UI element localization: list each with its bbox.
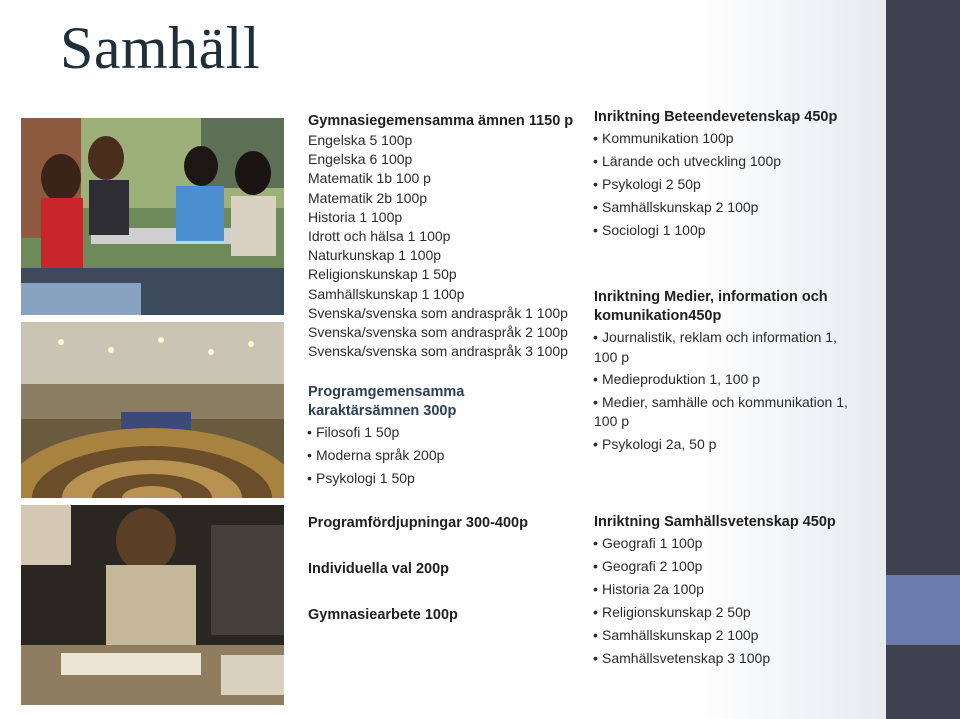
list-item: • Religionskunskap 2 50p [594, 601, 874, 624]
program-subjects-heading: Programgemensamma [308, 384, 465, 401]
list-item: Naturkunskap 1 100p [308, 247, 442, 264]
diploma-project-block: Gymnasiearbete 100p [308, 607, 458, 623]
list-item: • Journalistik, reklam och information 1, 100 p [594, 328, 874, 367]
list-item: Engelska 5 100p [308, 132, 413, 148]
list-item: Svenska/svenska som andraspråk 1 100p [308, 304, 568, 321]
list-item: • Geografi 1 100p [594, 532, 874, 555]
common-subjects-column [308, 112, 580, 490]
elective-block: Individuella val 200p [308, 561, 450, 577]
list-item: • Samhällskunskap 2 100p [594, 196, 874, 219]
list-item: Idrott och hälsa 1 100p [308, 228, 451, 245]
parliament-photo [21, 322, 284, 498]
media-heading: Inriktning Medier, information och [594, 289, 828, 305]
slide-title: Samhäll [60, 15, 261, 81]
list-item: Matematik 2b 100p [308, 189, 428, 206]
list-item: Religionskunskap 1 50p [308, 266, 457, 283]
list-item: • Medier, samhälle och kommunikation 1, 100 p [594, 393, 874, 432]
list-item: • Samhällsvetenskap 3 100p [594, 647, 874, 670]
list-item: • Psykologi 2 50p [594, 173, 874, 196]
list-item: Historia 1 100p [308, 208, 403, 225]
studying-student-photo [21, 505, 284, 705]
sidebar-decoration-top [886, 0, 960, 575]
list-item: • Moderna språk 200p [308, 444, 580, 467]
list-item: • Psykologi 2a, 50 p [594, 435, 874, 455]
list-item: • Filosofi 1 50p [308, 421, 580, 444]
students-photo [21, 118, 284, 315]
media-heading-line2: komunikation450p [594, 308, 722, 324]
program-subjects-heading-line2: karaktärsämnen 300p [308, 403, 457, 420]
list-item: • Samhällskunskap 2 100p [594, 624, 874, 647]
list-item: Svenska/svenska som andraspråk 3 100p [308, 343, 568, 360]
social-science-column [594, 513, 874, 670]
behavioral-science-column [594, 108, 874, 457]
social-science-heading: Inriktning Samhällsvetenskap 450p [594, 514, 836, 530]
common-subjects-heading: Gymnasiegemensamma ämnen 1150 p [308, 113, 574, 129]
list-item: Samhällskunskap 1 100p [308, 285, 465, 302]
specialization-block: Programfördjupningar 300-400p [308, 515, 528, 531]
list-item: Matematik 1b 100 p [308, 170, 431, 187]
list-item: • Lärande och utveckling 100p [594, 150, 874, 173]
list-item: • Geografi 2 100p [594, 555, 874, 578]
sidebar-decoration-bottom [886, 645, 960, 719]
list-item: • Medieproduktion 1, 100 p [594, 370, 874, 390]
list-item: • Sociologi 1 100p [594, 219, 874, 242]
list-item: • Psykologi 1 50p [308, 467, 580, 490]
list-item: Svenska/svenska som andraspråk 2 100p [308, 324, 568, 341]
list-item: • Historia 2a 100p [594, 578, 874, 601]
sidebar-decoration-accent [886, 575, 960, 645]
list-item: Engelska 6 100p [308, 151, 413, 168]
behavioral-science-heading: Inriktning Beteendevetenskap 450p [594, 109, 838, 125]
other-blocks-column [308, 514, 580, 625]
list-item: • Kommunikation 100p [594, 127, 874, 150]
